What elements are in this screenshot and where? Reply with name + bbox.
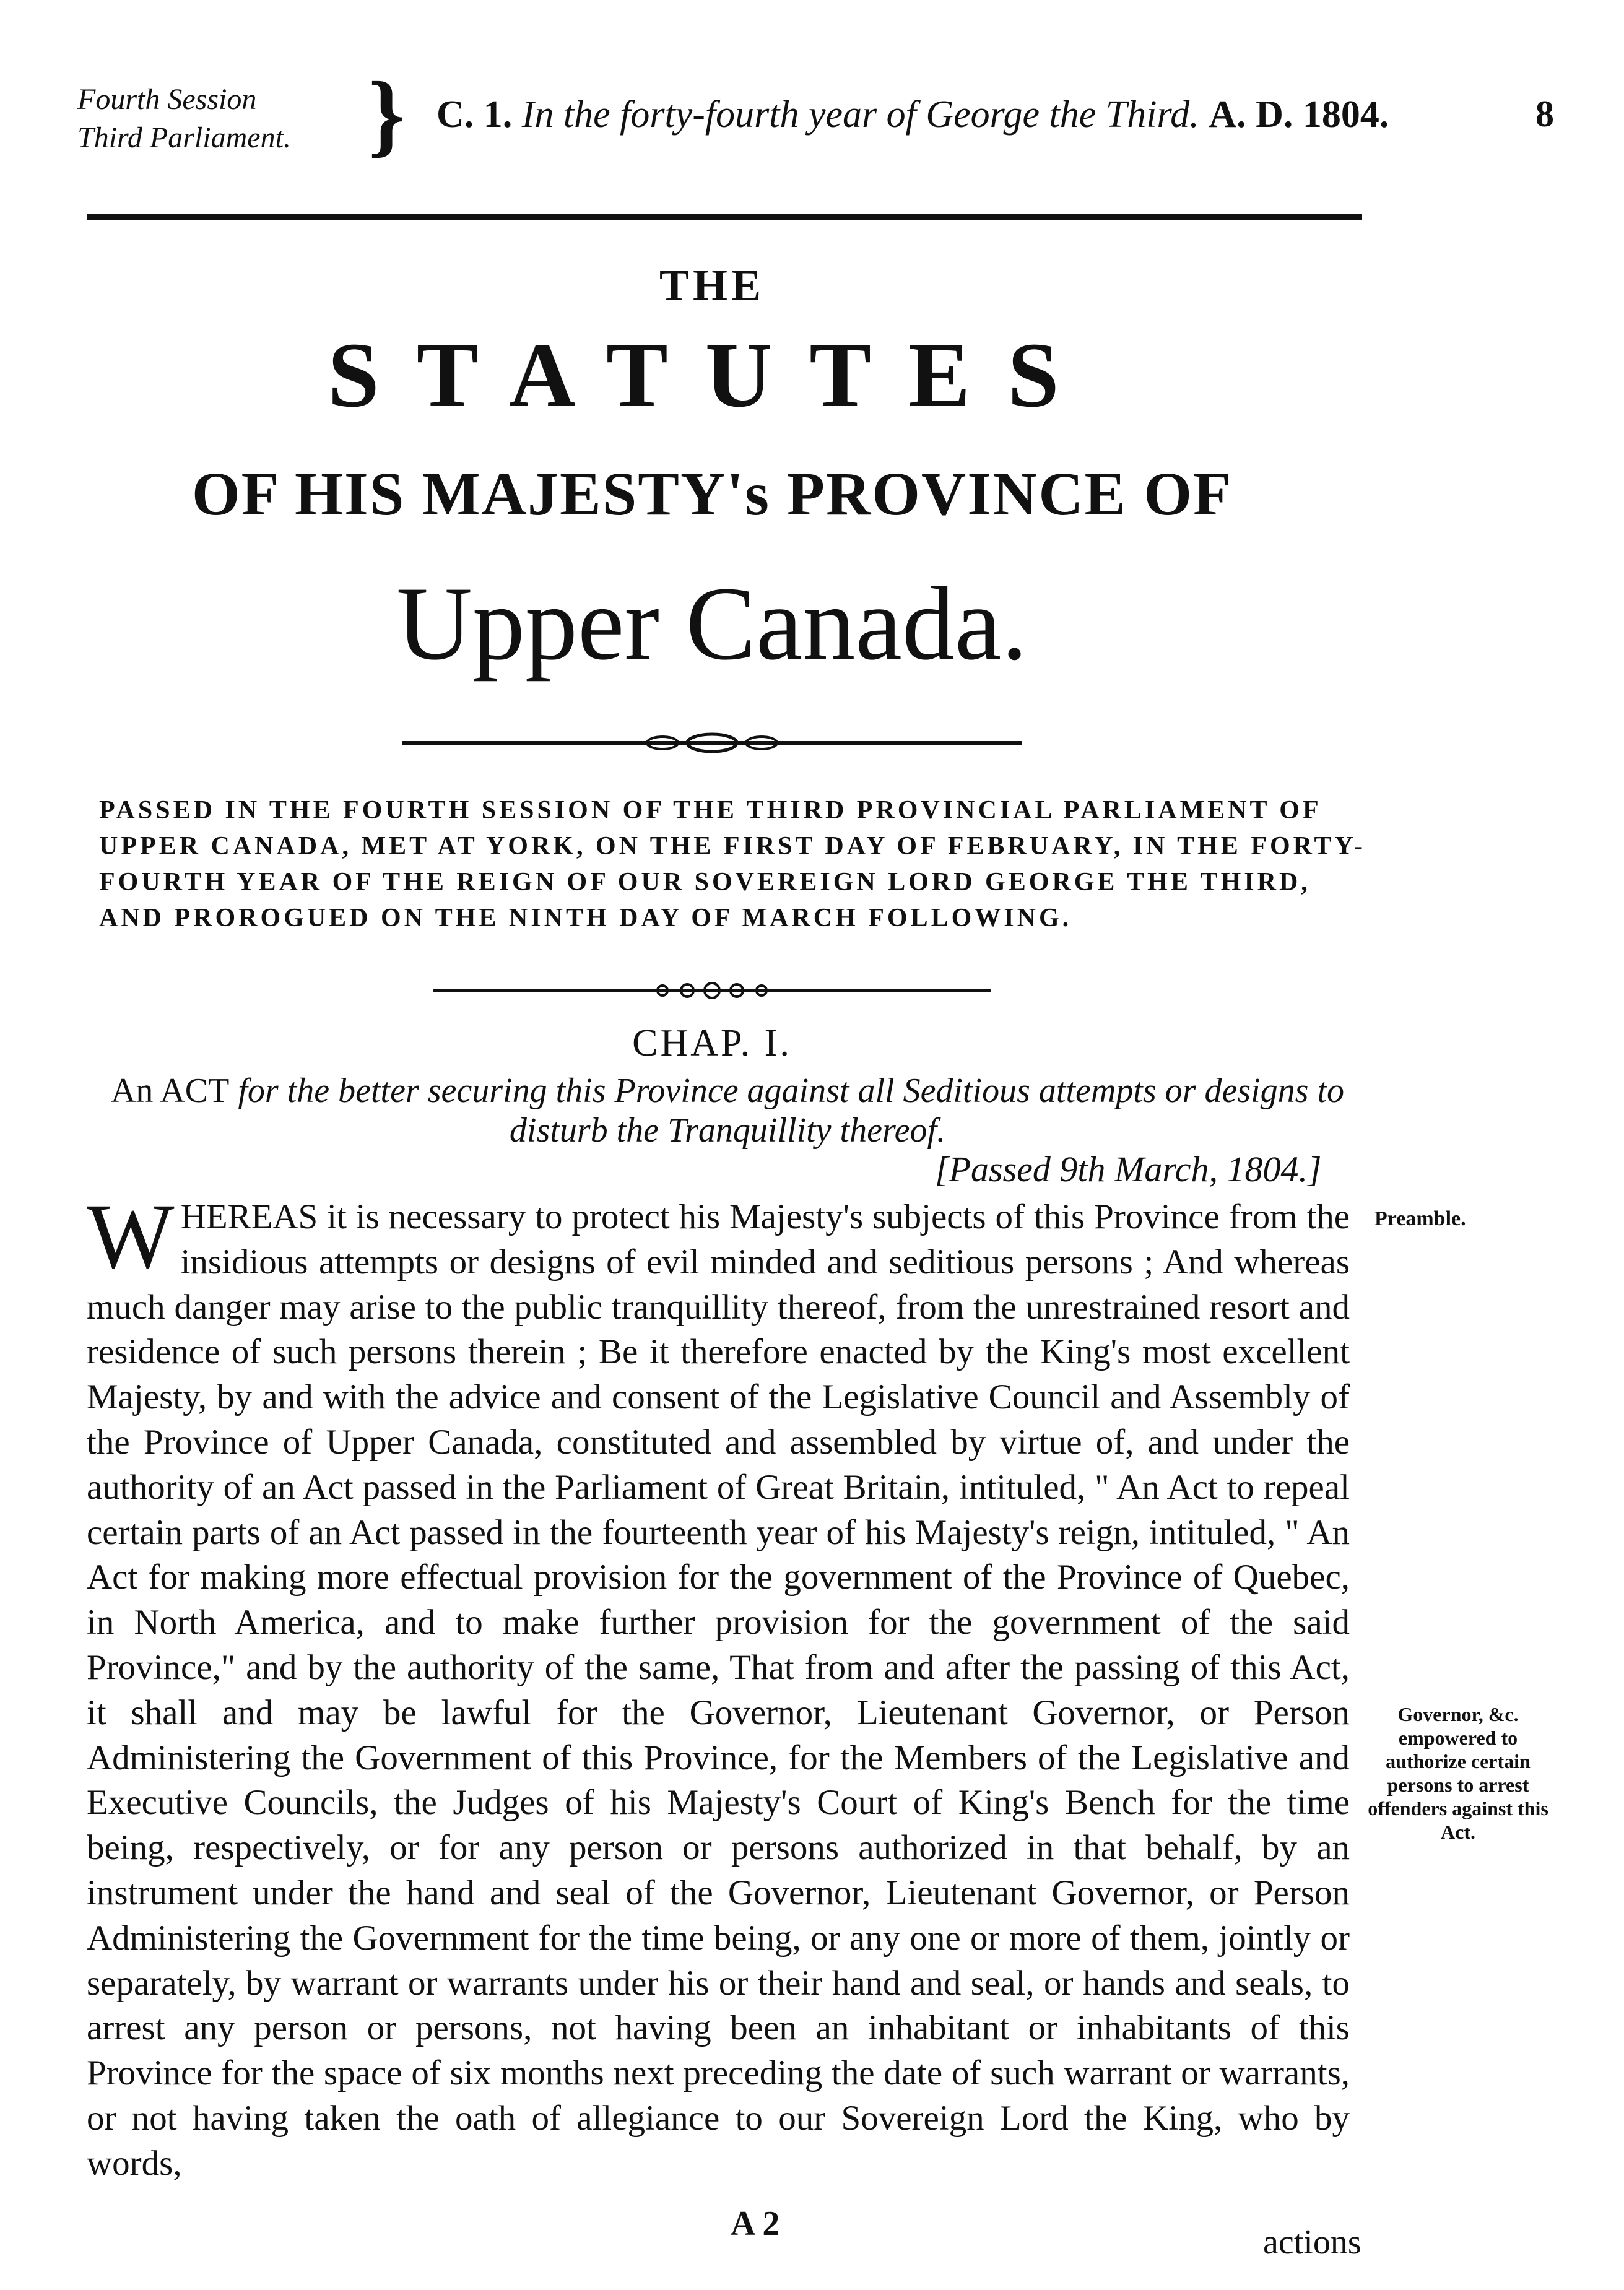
signature-mark: A 2 xyxy=(731,2205,780,2243)
title-statutes: STATUTES xyxy=(328,324,1096,427)
drop-cap: W xyxy=(87,1185,175,1288)
reign-line: In the forty-fourth year of George the Third. xyxy=(521,93,1199,136)
ornamental-rule-2 xyxy=(0,978,1424,1006)
chapter-ref: C. 1. xyxy=(436,93,513,136)
title-majesty-line: OF HIS MAJESTY's PROVINCE OF xyxy=(191,459,1233,528)
header-rule xyxy=(87,214,1362,220)
session-line-2: Third Parliament. xyxy=(77,121,291,154)
session-label xyxy=(77,80,375,157)
passed-date: [Passed 9th March, 1804.] xyxy=(935,1149,1322,1189)
ornamental-rule xyxy=(0,731,1424,758)
act-body xyxy=(87,1185,1350,2187)
session-line-1: Fourth Session xyxy=(77,83,257,116)
page-number: 8 xyxy=(1535,93,1554,134)
margin-note-governor: Governor, &c. empowered to authorize certain persons to arrest offenders against this Act. xyxy=(1368,1703,1548,1843)
margin-note-preamble: Preamble. xyxy=(1374,1207,1466,1230)
running-header xyxy=(436,93,1389,137)
catchword: actions xyxy=(1263,2223,1361,2262)
title-the: THE xyxy=(659,261,765,310)
body-paragraph: HEREAS it is necessary to protect his Majesty's subjects of this Province from the insidious attempts or designs of evil minded and seditious persons ; And whereas much danger may arise to the public tranquillity thereof, from the unrestrained resort and residence of such persons therein ; Be it therefore enacted by the King's most excellent Majesty, by and with the advice and consent of the Legislative Council and Assembly of the Province of Upper Canada, constituted and assembled by virtue of, and under the authority of an Act passed in the Parliament of Great Britain, intituled, " An Act to repeal certain parts of an Act passed in the fourteenth year of his Majesty's reign, intituled, " An Act for making more effectual provision for the government of the Province of Quebec, in North America, and to make further provision for the government of the said Province," and by the authority of the same, That from and after the passing of this Act, it shall and may be lawful for the Governor, Lieutenant Governor, or Person Administering the Government of this Province, for the Members of the Legislative and Executive Councils, the Judges of his Majesty's Court of King's Bench for the time being, respectively, or for any person or persons authorized in that behalf, by an instrument under the hand and seal of the Governor, Lieutenant Governor, or Person Administering the Government for the time being, or any one or more of them, jointly or separately, by warrant or warrants under his or their hand and seal, or hands and seals, to arrest any person or persons, not having been an inhabitant or inhabitants of this Province for the space of six months next preceding the date of such warrant or warrants, or not having taken the oath of allegiance to our Sovereign Lord the King, who by words, xyxy=(87,1197,1350,2183)
act-title xyxy=(93,1071,1362,1150)
header-brace: } xyxy=(368,63,406,166)
title-province: Upper Canada. xyxy=(396,565,1028,682)
act-title-text: for the better securing this Province against all Seditious attempts or designs to disturb the Tranquillity thereof. xyxy=(238,1072,1345,1150)
chapter-heading: CHAP. I. xyxy=(632,1022,792,1064)
passed-notice: PASSED IN THE FOURTH SESSION OF THE THIRD PROVINCIAL PARLIAMENT OF UPPER CANADA, MET AT YORK, ON THE FIRST DAY OF FEBRUARY, IN THE FORTY-FOURTH YEAR OF THE REIGN OF OUR SOVEREIGN LORD GEORGE THE THIRD, AND PROROGUED ON THE NINTH DAY OF MARCH FOLLOWING. xyxy=(99,796,1366,932)
act-prefix: An ACT xyxy=(110,1072,230,1110)
header-year: A. D. 1804. xyxy=(1209,93,1389,136)
